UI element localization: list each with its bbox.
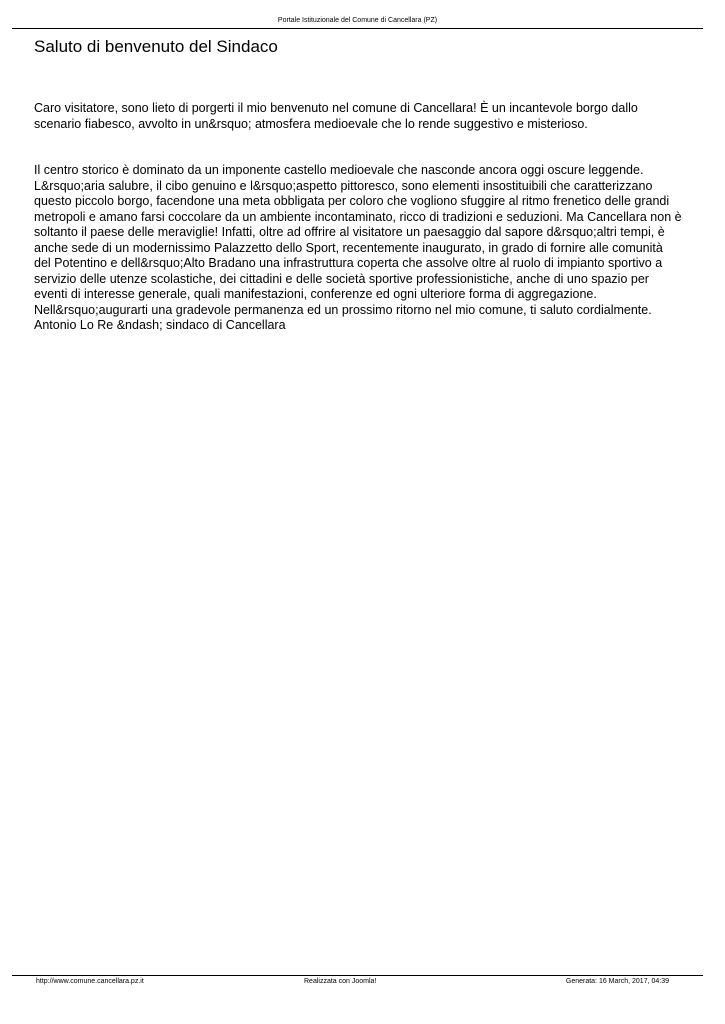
site-title: Portale Istituzionale del Comune di Cancellara (PZ) (277, 17, 438, 24)
footer-generated: Generata: 16 March, 2017, 04:39 (565, 978, 669, 985)
page-footer (12, 975, 703, 986)
footer-url: http://www.comune.cancellara.pz.it (36, 978, 144, 985)
article-body (34, 101, 682, 334)
page-header (12, 16, 703, 29)
footer-credit: Realizzata con Joomla! (304, 978, 377, 985)
signature: Antonio Lo Re &ndash; sindaco di Cancellara (34, 318, 286, 332)
closing-paragraph: Nell&rsquo;augurarti una gradevole permanenza ed un prossimo ritorno nel mio comune, ti saluto cordialmente. (34, 302, 652, 317)
article-title: Saluto di benvenuto del Sindaco (34, 37, 278, 56)
body-paragraph: Il centro storico è dominato da un imponente castello medioevale che nasconde ancora oggi oscure leggende. L&rsquo;aria salubre, il cibo genuino e l&rsquo;aspetto pittoresco, sono elementi insostituibili che caratterizzano questo piccolo borgo, facendone una meta obbligata per coloro che vogliono sfuggire al ritmo frenetico delle grandi metropoli e amano farsi coccolare da un ambiente incontaminato, ricco di tradizioni e seduzioni. Ma Cancellara non è soltanto il paese delle meraviglie! Infatti, oltre ad offrire al visitatore un paesaggio dal sapore d&rsquo;altri tempi, è anche sede di un modernissimo Palazzetto dello Sport, recentemente inaugurato, in grado di fornire alle comunità del Potentino e dell&rsquo;Alto Bradano una infrastruttura coperta che assolve oltre al ruolo di impianto sportivo a servizio delle utenze scolastiche, dei cittadini e delle società sportive professionistiche, anche di uno spazio per eventi di interesse generale, quali manifestazioni, conferenze ed ogni ulteriore forma di aggregazione. (34, 163, 682, 301)
intro-paragraph: Caro visitatore, sono lieto di porgerti il mio benvenuto nel comune di Cancellara! È un incantevole borgo dallo scenario fiabesco, avvolto in un&rsquo; atmosfera medioevale che lo rende suggestivo e misterioso. (34, 101, 638, 131)
